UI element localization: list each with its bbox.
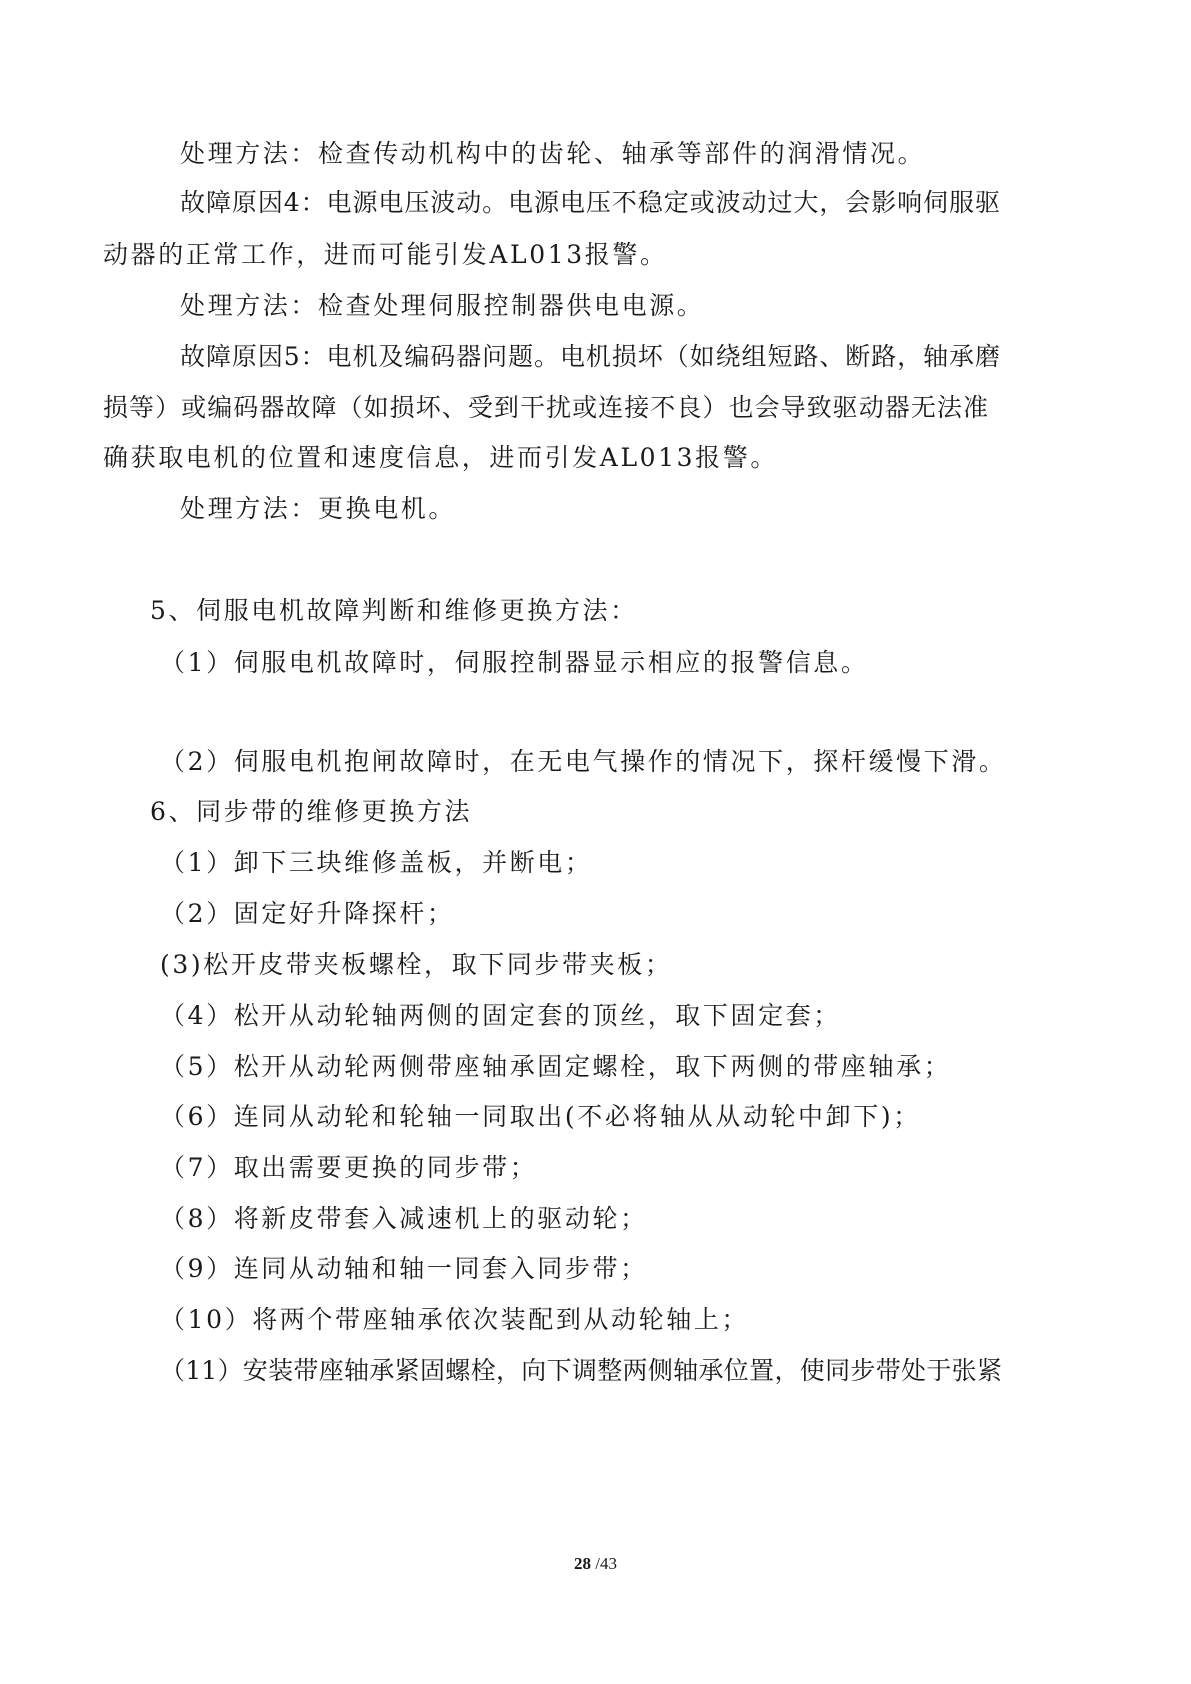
list-item: （1）卸下三块维修盖板，并断电；: [160, 848, 593, 877]
list-item: （2）固定好升降探杆；: [160, 899, 455, 928]
current-page-number: 28: [574, 1554, 591, 1573]
paragraph-line: 故障原因4：电源电压波动。电源电压不稳定或波动过大，会影响伺服驱: [180, 188, 1000, 217]
list-item: （2）伺服电机抱闸故障时，在无电气操作的情况下，探杆缓慢下滑。: [160, 747, 1007, 776]
list-item: （10）将两个带座轴承依次装配到从动轮轴上；: [160, 1305, 750, 1334]
paragraph-line: 动器的正常工作，进而可能引发AL013报警。: [103, 240, 668, 269]
page-number: [0, 1554, 1191, 1574]
list-item: （11）安装带座轴承紧固螺栓，向下调整两侧轴承位置，使同步带处于张紧: [160, 1356, 1002, 1385]
paragraph-line: 处理方法：更换电机。: [180, 494, 457, 523]
list-item: （4）松开从动轮轴两侧的固定套的顶丝，取下固定套；: [160, 1001, 841, 1030]
paragraph-line: 处理方法：检查处理伺服控制器供电电源。: [180, 291, 705, 320]
list-item: （7）取出需要更换的同步带；: [160, 1153, 538, 1182]
paragraph-line: 故障原因5：电机及编码器问题。电机损坏（如绕组短路、断路，轴承磨: [180, 342, 1000, 371]
section-heading: 6、同步带的维修更换方法: [150, 797, 473, 826]
list-item: （1）伺服电机故障时，伺服控制器显示相应的报警信息。: [160, 648, 869, 677]
list-item: (3)松开皮带夹板螺栓，取下同步带夹板；: [160, 950, 673, 979]
list-item: （8）将新皮带套入减速机上的驱动轮；: [160, 1204, 648, 1233]
paragraph-line: 处理方法：检查传动机构中的齿轮、轴承等部件的润滑情况。: [180, 139, 926, 168]
total-pages: /43: [595, 1554, 617, 1573]
paragraph-line: 损等）或编码器故障（如损坏、受到干扰或连接不良）也会导致驱动器无法准: [103, 393, 988, 422]
section-heading: 5、伺服电机故障判断和维修更换方法：: [150, 596, 638, 625]
list-item: （5）松开从动轮两侧带座轴承固定螺栓，取下两侧的带座轴承；: [160, 1052, 952, 1081]
list-item: （6）连同从动轮和轮轴一同取出(不必将轴从从动轮中卸下)；: [160, 1102, 921, 1131]
list-item: （9）连同从动轴和轴一同套入同步带；: [160, 1254, 648, 1283]
paragraph-line: 确获取电机的位置和速度信息，进而引发AL013报警。: [103, 443, 778, 472]
